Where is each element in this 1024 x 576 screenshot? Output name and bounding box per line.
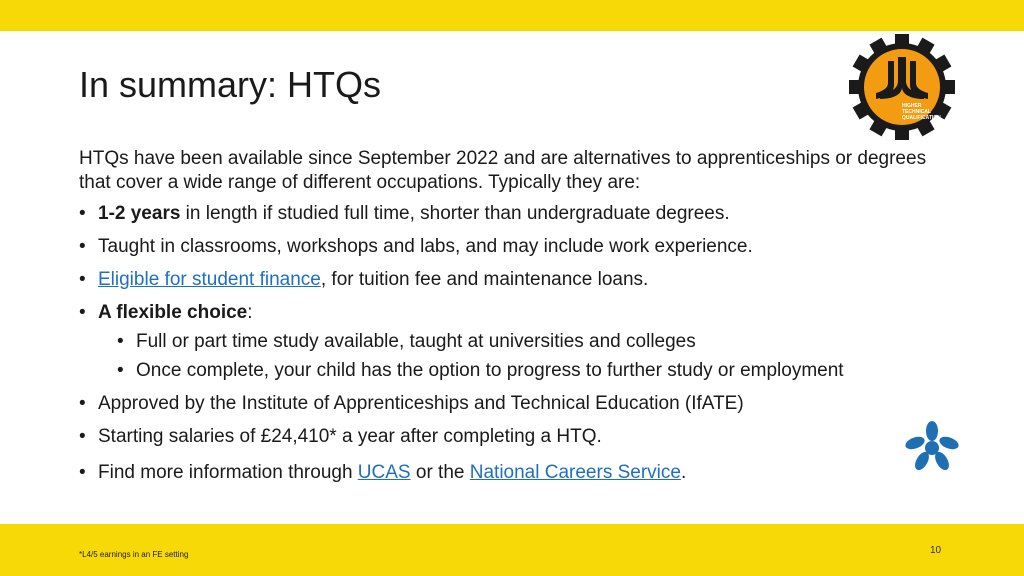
bullet-approved: • Approved by the Institute of Apprenticeships and Technical Education (IfATE) [79,392,959,416]
bullet-list [79,202,959,485]
intro-paragraph: HTQs have been available since September 2022 and are alternatives to apprenticeships or degrees that cover a wide range of different occupations. Typically they are: [79,148,927,193]
flexible-colon: : [247,302,253,323]
bullet-duration [79,202,959,226]
duration-text: in length if studied full time, shorter than undergraduate degrees. [180,203,730,224]
slide-title: In summary: HTQs [79,64,382,105]
star-icon [904,420,960,472]
htq-logo [849,34,955,140]
flexible-bold: A flexible choice [98,302,248,323]
sub-bullet-study: • Full or part time study available, taught at universities and colleges [117,330,959,354]
more-info-text: Find more information through [98,462,358,483]
top-band [0,0,1024,31]
more-info-period: . [680,462,687,483]
bullet-finance [79,268,959,292]
student-finance-link[interactable]: Eligible for student finance [98,269,321,290]
bullet-salary: • Starting salaries of £24,410* a year after completing a HTQ. [79,425,959,449]
bullet-taught: • Taught in classrooms, workshops and labs, and may include work experience. [79,235,959,259]
ucas-link[interactable]: UCAS [357,462,411,483]
page-number: 10 [930,545,942,556]
more-info-or: or the [410,462,470,483]
logo-line-3: QUALIFICATION [902,115,941,121]
logo-line-2: TECHNICAL [902,109,931,115]
national-careers-service-link[interactable]: National Careers Service [469,462,681,483]
footnote: *L4/5 earnings in an FE setting [79,550,189,559]
bullet-flexible [79,301,959,325]
duration-bold: 1-2 years [98,203,181,224]
logo-line-1: HIGHER [902,103,922,109]
bullet-more-info [79,461,959,485]
sub-bullet-progress: • Once complete, your child has the option to progress to further study or employment [117,359,959,383]
finance-text: , for tuition fee and maintenance loans. [320,269,649,290]
